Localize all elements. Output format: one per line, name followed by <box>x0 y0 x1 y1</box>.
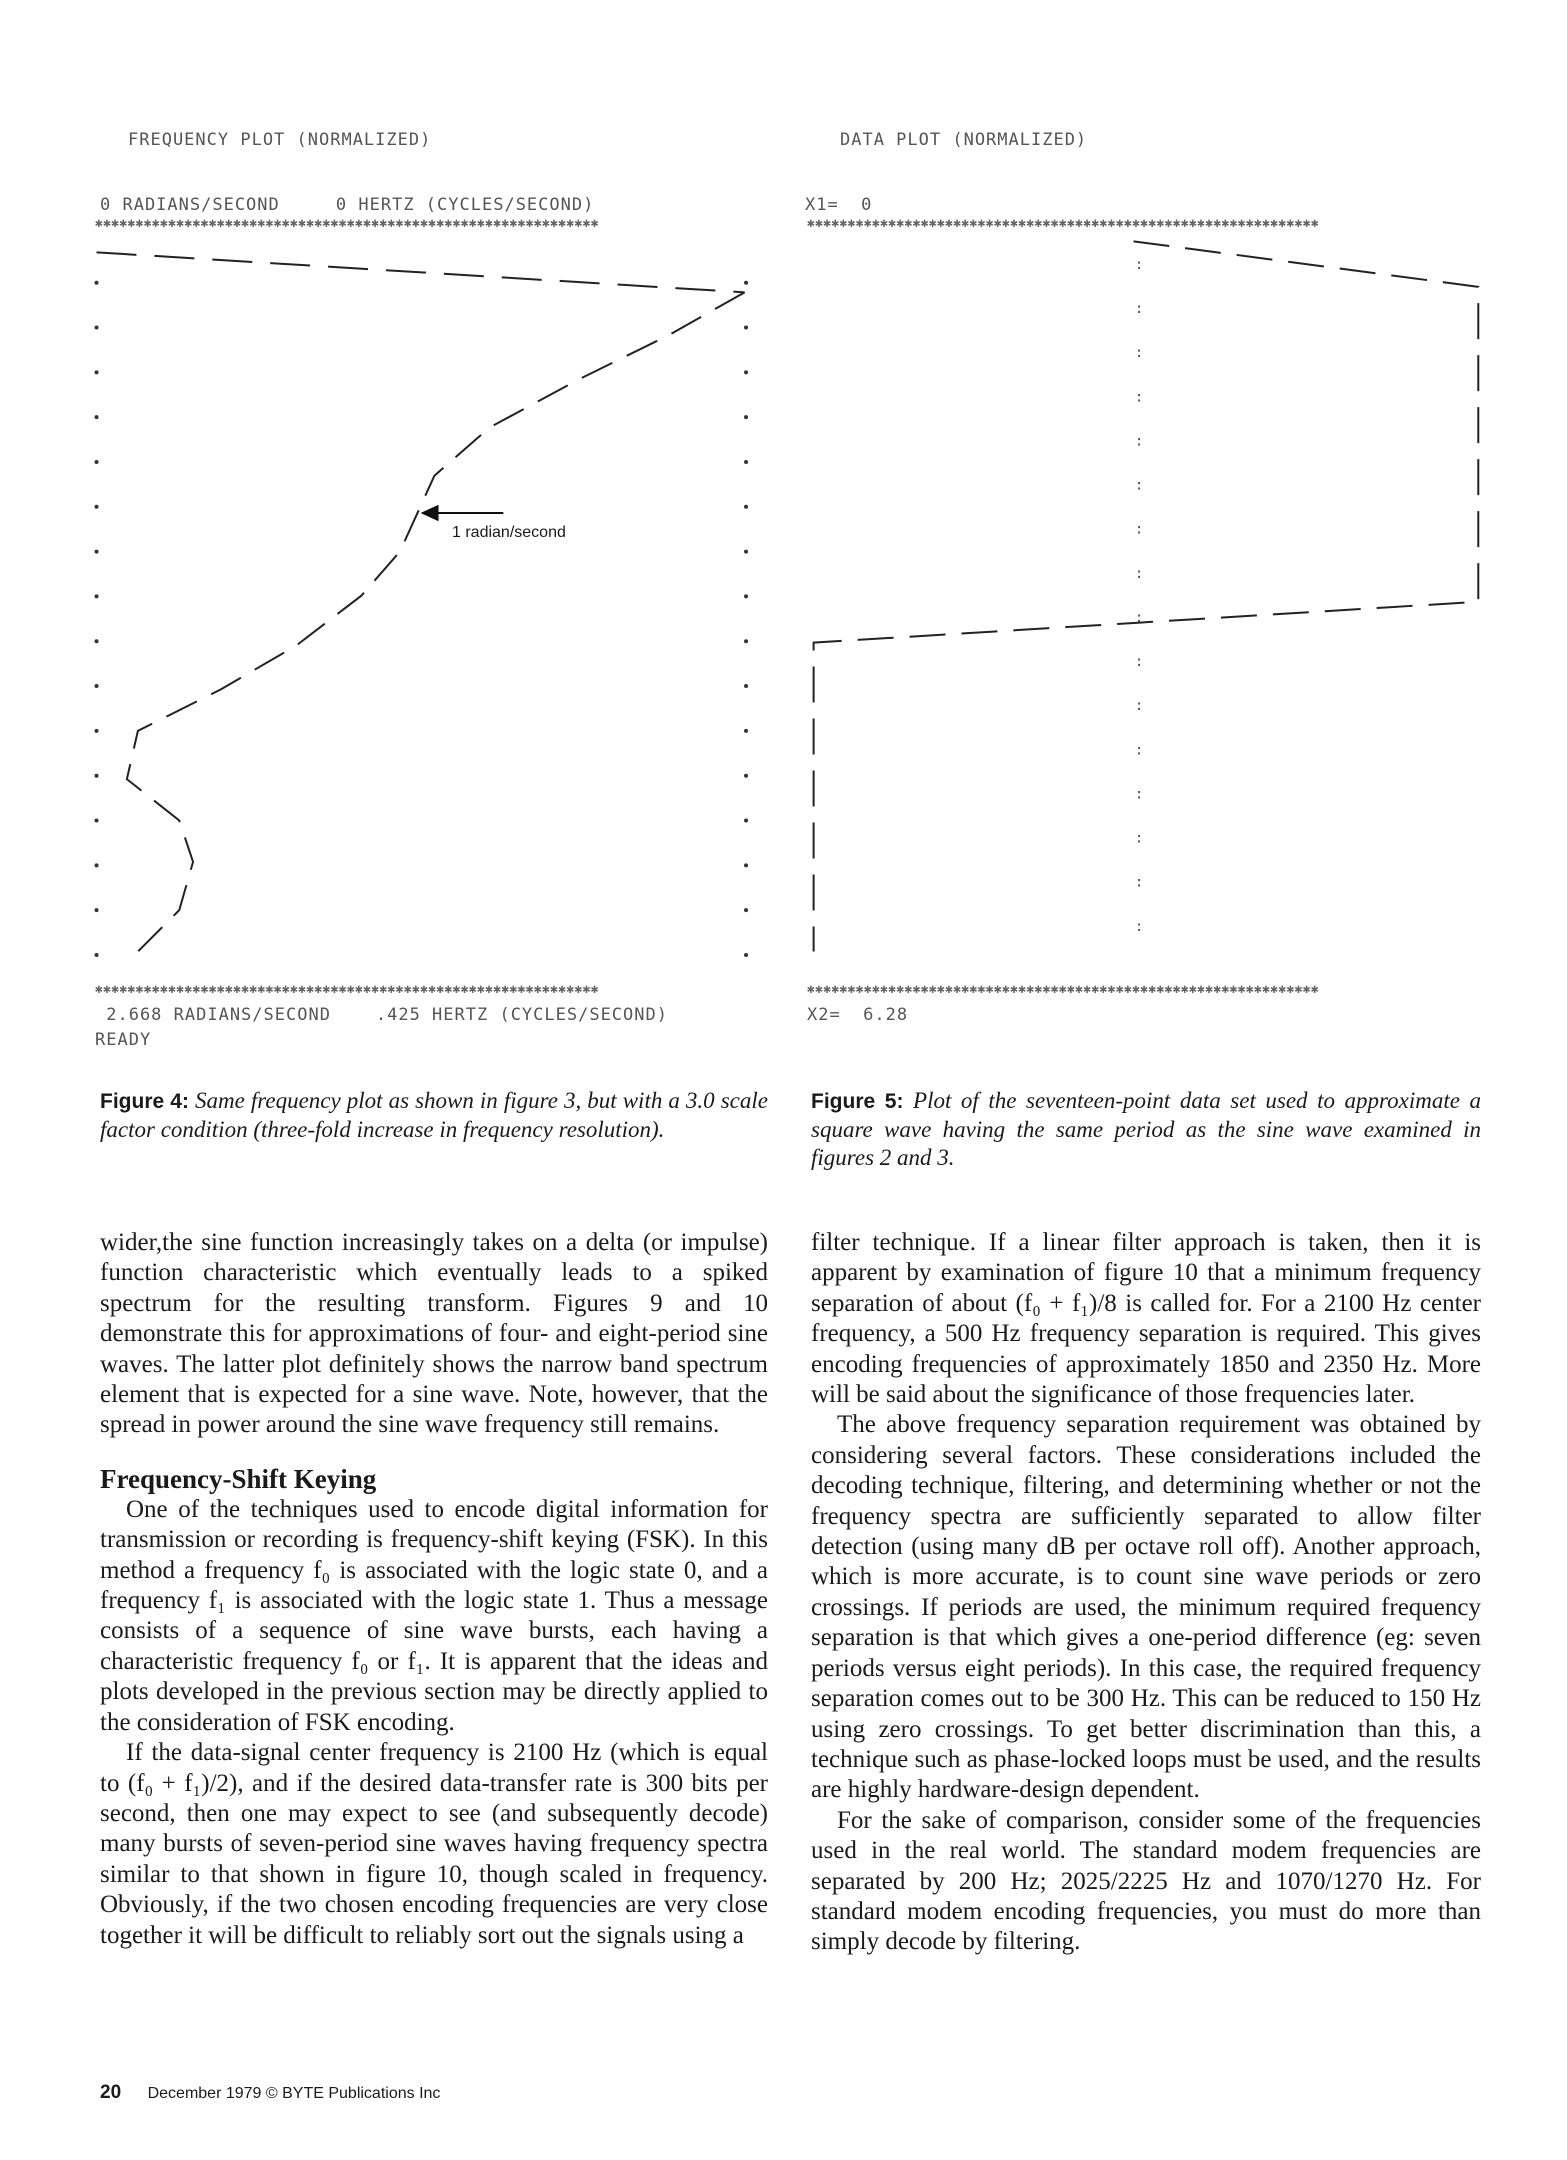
page-footer <box>100 2082 440 2104</box>
axis-dot <box>95 863 99 867</box>
axis-colon: : <box>1134 389 1144 406</box>
figure4-caption-label: Figure 4: <box>100 1090 189 1113</box>
axis-dot <box>744 550 748 554</box>
axis-colon: : <box>1134 433 1144 450</box>
axis-dot <box>95 550 99 554</box>
right-column <box>811 1228 1481 1958</box>
footer-text: December 1979 © BYTE Publications Inc <box>147 2085 441 2102</box>
section-heading: Frequency-Shift Keying <box>100 1463 377 1494</box>
axis-dot <box>744 326 748 330</box>
paragraph: One of the techniques used to encode digital information for transmission or recording is frequency-shift keying (FSK). In this method a frequency f₀ is associated with the logic state 0, and a frequency f₁ is associated with the logic state 1. Thus a message consists of a sequence of sine wave bursts, each having a characteristic frequency f₀ or f₁. It is apparent that the ideas and plots developed in the previous section may be directly applied to the consideration of FSK encoding. <box>100 1495 768 1736</box>
axis-dot <box>744 684 748 688</box>
paragraph: The above frequency separation requirement was obtained by considering several factors. These considerations included the decoding technique, filtering, and determining whether or not the frequency spectra are sufficiently separated to allow filter detection (using many dB per octave roll off). Another approach, which is more accurate, is to count sine wave periods or zero crossings. If periods are used, the minimum required frequency separation is that which gives a one-period difference (eg: seven periods versus eight periods). In this case, the required frequency separation comes out to be 300 Hz. This can be reduced to 150 Hz using zero crossings. To get better discrimination than this, a technique such as phase-locked loops must be used, and the results are highly hardware-design dependent. <box>811 1411 1481 1804</box>
axis-dot <box>744 819 748 823</box>
axis-dot <box>744 863 748 867</box>
axis-colon: : <box>1134 742 1144 759</box>
axis-colon: : <box>1134 345 1144 362</box>
figure5-top-label: X1= 0 <box>805 195 873 215</box>
axis-dot <box>95 953 99 957</box>
left-column <box>100 1228 768 1951</box>
axis-dot <box>95 594 99 598</box>
axis-colon: : <box>1134 301 1144 318</box>
figure5-title: DATA PLOT (NORMALIZED) <box>840 130 1088 150</box>
paragraph: For the sake of comparison, consider some of the frequencies used in the real world. The standard modem frequencies are separated by 200 Hz; 2025/2225 Hz and 1070/1270 Hz. For standard modem encoding frequencies, you must do more than simply decode by filtering. <box>811 1806 1481 1956</box>
axis-dot <box>744 729 748 733</box>
figure4-bottom-border: ✱✱✱✱✱✱✱✱✱✱✱✱✱✱✱✱✱✱✱✱✱✱✱✱✱✱✱✱✱✱✱✱✱✱✱✱✱✱✱✱✱✱✱✱✱✱✱✱✱✱✱✱✱✱✱✱✱✱✱✱✱✱ <box>95 982 599 997</box>
figure4-annotation: 1 radian/second <box>452 524 566 541</box>
figure4-status: READY <box>95 1030 152 1050</box>
paragraph: filter technique. If a linear filter approach is taken, then it is apparent by examination of figure 10 that a minimum frequency separation of about (f₀ + f₁)/8 is called for. For a 2100 Hz center frequency, a 500 Hz frequency separation is required. This gives encoding frequencies of approximately 1850 and 2350 Hz. More will be said about the significance of those frequencies later. <box>811 1229 1481 1409</box>
axis-dot <box>95 505 99 509</box>
figure4-plot <box>95 252 749 957</box>
axis-dot <box>95 819 99 823</box>
axis-dot <box>95 729 99 733</box>
axis-dot <box>95 908 99 912</box>
figure4-curve <box>127 292 745 951</box>
axis-dot <box>744 370 748 374</box>
axis-dot <box>744 774 748 778</box>
axis-dot <box>744 505 748 509</box>
paragraph: wider,the sine function increasingly takes on a delta (or impulse) function characteristic which eventually leads to a spiked spectrum for the resulting transform. Figures 9 and 10 demonstrate this for approximations of four- and eight-period sine waves. The latter plot definitely shows the narrow band spectrum element that is expected for a sine wave. Note, however, that the spread in power around the sine wave frequency still remains. <box>100 1229 768 1439</box>
axis-dot <box>744 908 748 912</box>
axis-colon: : <box>1134 654 1144 671</box>
figure5-caption <box>811 1087 1481 1172</box>
figure4-title: FREQUENCY PLOT (NORMALIZED) <box>128 130 432 150</box>
figure4-caption-text: Same frequency plot as shown in figure 3, but with a 3.0 scale factor condition (three-fold increase in frequency resolution). <box>100 1088 768 1142</box>
axis-dot <box>744 594 748 598</box>
axis-dot <box>744 281 748 285</box>
axis-dot <box>95 639 99 643</box>
figure5-caption-text: Plot of the seventeen-point data set used to approximate a square wave having the same period as the sine wave examined in figures 2 and 3. <box>811 1088 1481 1170</box>
axis-dot <box>95 774 99 778</box>
axis-colon: : <box>1134 918 1144 935</box>
axis-dot <box>95 684 99 688</box>
figure5-plot <box>814 241 1479 951</box>
arrow-head-icon <box>421 505 439 522</box>
figure5-bottom-label: X2= 6.28 <box>807 1005 909 1025</box>
axis-dot <box>95 460 99 464</box>
axis-colon: : <box>1134 874 1144 891</box>
figure4-bottom-label: 2.668 RADIANS/SECOND .425 HERTZ (CYCLES/SECOND) <box>95 1005 668 1025</box>
axis-dot <box>744 953 748 957</box>
axis-dot <box>95 326 99 330</box>
axis-colon: : <box>1134 830 1144 847</box>
axis-colon: : <box>1134 477 1144 494</box>
axis-colon: : <box>1134 609 1144 626</box>
figure5-high-segment <box>1134 241 1479 602</box>
axis-dot <box>744 460 748 464</box>
axis-colon: : <box>1134 521 1144 538</box>
axis-colon: : <box>1134 565 1144 582</box>
axis-dot <box>95 281 99 285</box>
axis-colon: : <box>1134 256 1144 273</box>
axis-dot <box>95 415 99 419</box>
figure5-caption-label: Figure 5: <box>811 1090 904 1113</box>
figure4-top-line <box>97 252 745 292</box>
axis-colon: : <box>1134 786 1144 803</box>
figure4-top-border: ✱✱✱✱✱✱✱✱✱✱✱✱✱✱✱✱✱✱✱✱✱✱✱✱✱✱✱✱✱✱✱✱✱✱✱✱✱✱✱✱✱✱✱✱✱✱✱✱✱✱✱✱✱✱✱✱✱✱✱✱✱✱ <box>95 216 599 231</box>
figure4-caption <box>100 1087 768 1144</box>
plot-graphics <box>0 0 1567 1060</box>
axis-dot <box>744 415 748 419</box>
figure5-bottom-border: ✱✱✱✱✱✱✱✱✱✱✱✱✱✱✱✱✱✱✱✱✱✱✱✱✱✱✱✱✱✱✱✱✱✱✱✱✱✱✱✱✱✱✱✱✱✱✱✱✱✱✱✱✱✱✱✱✱✱✱✱✱✱✱ <box>807 982 1319 997</box>
axis-colon: : <box>1134 698 1144 715</box>
page-number: 20 <box>100 2082 122 2103</box>
figure4-top-label: 0 RADIANS/SECOND 0 HERTZ (CYCLES/SECOND) <box>100 195 595 215</box>
paragraph: If the data-signal center frequency is 2100 Hz (which is equal to (f₀ + f₁)/2), and if the desired data-transfer rate is 300 bits per second, then one may expect to see (and subsequently decode) many bursts of seven-period sine waves having frequency spectra similar to that shown in figure 10, though scaled in frequency. Obviously, if the two chosen encoding frequencies are very close together it will be difficult to reliably sort out the signals using a <box>100 1739 768 1949</box>
axis-dot <box>95 370 99 374</box>
figure5-top-border: ✱✱✱✱✱✱✱✱✱✱✱✱✱✱✱✱✱✱✱✱✱✱✱✱✱✱✱✱✱✱✱✱✱✱✱✱✱✱✱✱✱✱✱✱✱✱✱✱✱✱✱✱✱✱✱✱✱✱✱✱✱✱✱ <box>807 216 1319 231</box>
axis-dot <box>744 639 748 643</box>
